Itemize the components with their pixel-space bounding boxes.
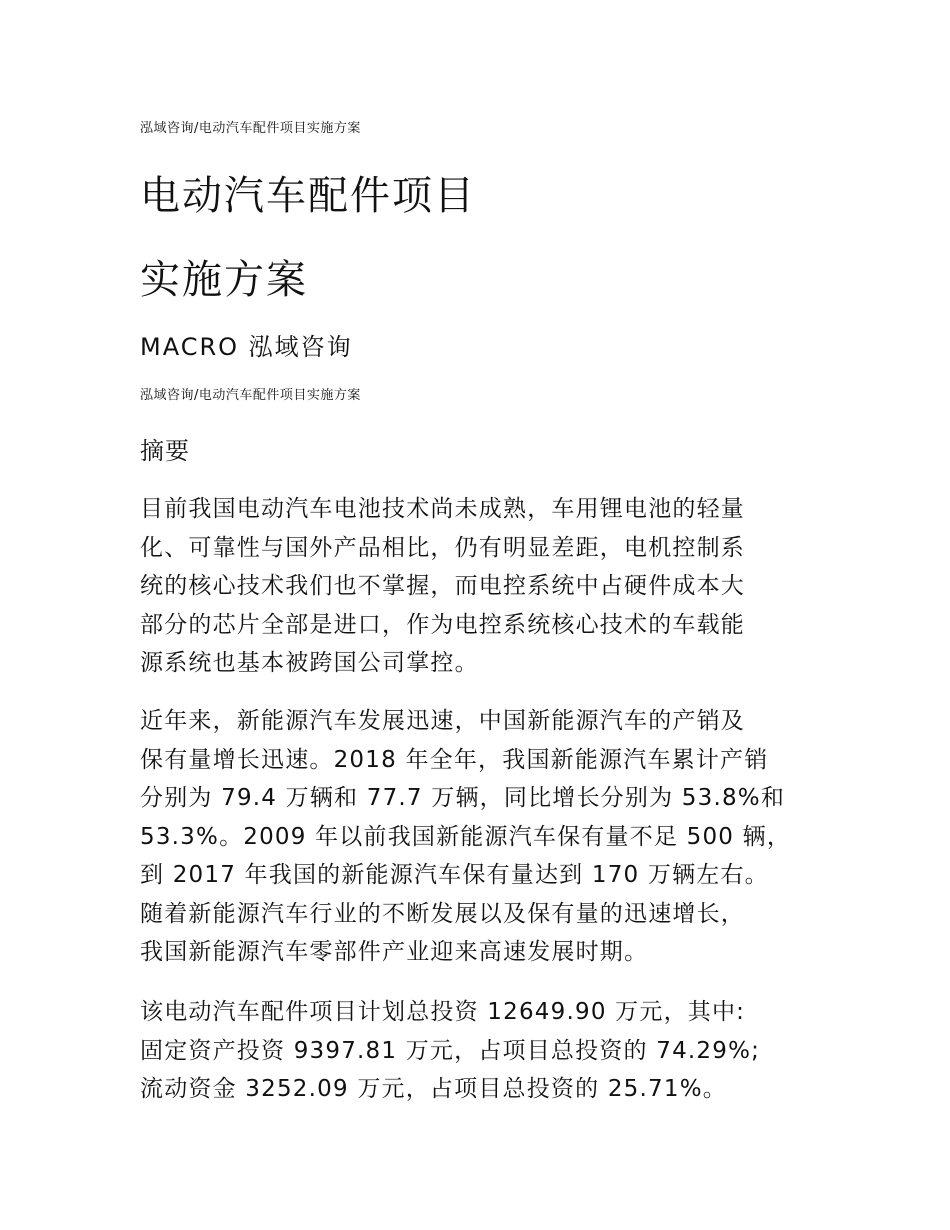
abstract-paragraph-1 [140, 490, 820, 683]
paragraph-line: 保有量增长迅速。2018 年全年，我国新能源汽车累计产销 [140, 746, 769, 773]
paragraph-line: 随着新能源汽车行业的不断发展以及保有量的迅速增长， [140, 900, 745, 927]
abstract-heading: 摘要 [140, 437, 190, 465]
running-header-repeat: 泓域咨询/电动汽车配件项目实施方案 [140, 388, 361, 403]
paragraph-line: 分别为 79.4 万辆和 77.7 万辆，同比增长分别为 53.8%和 [140, 785, 786, 811]
paragraph-line: 该电动汽车配件项目计划总投资 12649.90 万元，其中: [140, 999, 746, 1025]
paragraph-line: 部分的芯片全部是进口，作为电控系统核心技术的车载能 [140, 611, 745, 638]
paragraph-line: 我国新能源汽车零部件产业迎来高速发展时期。 [140, 939, 649, 965]
paragraph-line: 53.3%。2009 年以前我国新能源汽车保有量不足 500 辆， [140, 823, 792, 850]
paragraph-line: 源系统也基本被跨国公司掌控。 [140, 650, 479, 676]
paragraph-line: 近年来，新能源汽车发展迅速，中国新能源汽车的产销及 [140, 708, 745, 734]
document-title-line-1: 电动汽车配件项目 [140, 173, 476, 219]
paragraph-line: 到 2017 年我国的新能源汽车保有量达到 170 万辆左右。 [140, 862, 769, 888]
document-title-line-2: 实施方案 [140, 257, 308, 303]
paragraph-line: 目前我国电动汽车电池技术尚未成熟，车用锂电池的轻量 [140, 496, 745, 522]
paragraph-line: 流动资金 3252.09 万元，占项目总投资的 25.71%。 [140, 1076, 727, 1102]
paragraph-line: 固定资产投资 9397.81 万元，占项目总投资的 74.29%; [140, 1037, 761, 1064]
running-header: 泓域咨询/电动汽车配件项目实施方案 [140, 121, 361, 136]
abstract-paragraph-3 [140, 993, 820, 1109]
abstract-paragraph-2 [140, 702, 820, 972]
paragraph-line: 统的核心技术我们也不掌握，而电控系统中占硬件成本大 [140, 573, 745, 599]
brand-name: MACRO 泓域咨询 [140, 333, 353, 361]
paragraph-line: 化、可靠性与国外产品相比，仍有明显差距，电机控制系 [140, 534, 745, 561]
